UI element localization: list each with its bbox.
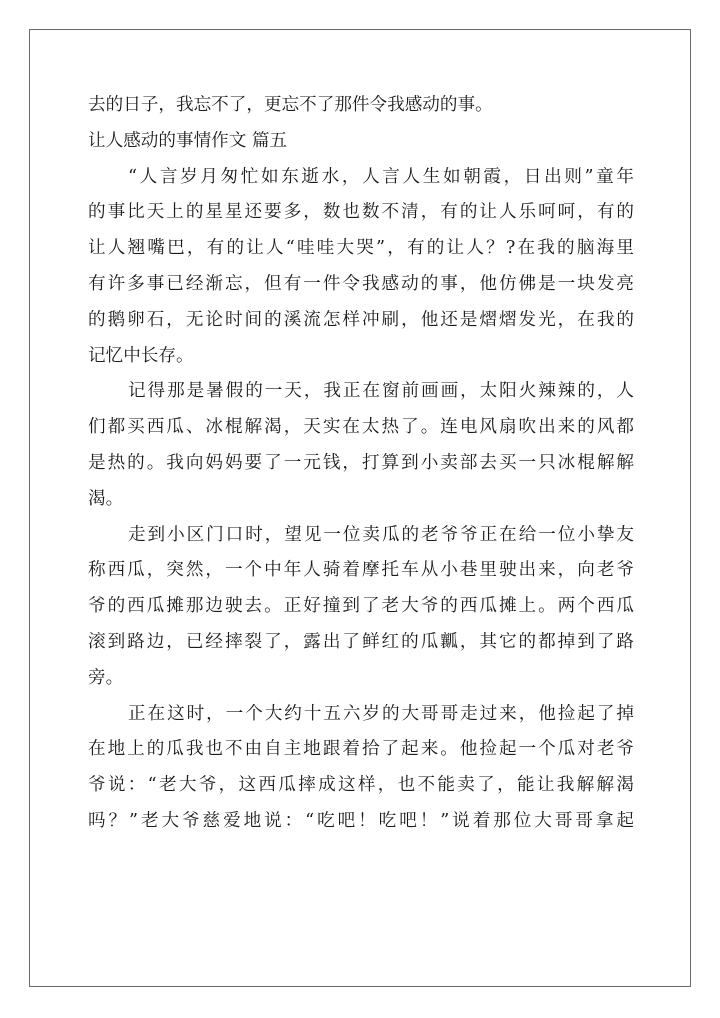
text-line: 让人翘嘴巴，有的让人“哇哇大哭”，有的让人？?在我的脑海里 [88, 238, 634, 259]
text-line: 的鹅卵石，无论时间的溪流怎样冲刷，他还是熠熠发光，在我的 [88, 309, 634, 330]
section-heading: 让人感动的事情作文 篇五 [88, 130, 288, 151]
text-line: 有许多事已经渐忘，但有一件令我感动的事，他仿佛是一块发亮 [88, 273, 634, 294]
text-line: 正在这时，一个大约十五六岁的大哥哥走过来，他捡起了掉 [128, 703, 634, 724]
text-line: 称西瓜，突然，一个中年人骑着摩托车从小巷里驶出来，向老爷 [88, 560, 634, 581]
text-line: 吗？”老大爷慈爱地说：“吃吧！吃吧！”说着那位大哥哥拿起 [88, 810, 634, 831]
text-line: 滚到路边，已经摔裂了，露出了鲜红的瓜瓤，其它的都掉到了路 [88, 631, 634, 652]
text-line: 记得那是暑假的一天，我正在窗前画画，太阳火辣辣的，人 [128, 381, 634, 402]
text-line: 的事比天上的星星还要多，数也数不清，有的让人乐呵呵，有的 [88, 202, 634, 223]
text-line: 记忆中长存。 [88, 345, 194, 366]
text-line: 在地上的瓜我也不由自主地跟着拾了起来。他捡起一个瓜对老爷 [88, 739, 634, 760]
text-line: 渴。 [88, 488, 124, 509]
text-line: 爷说：“老大爷，这西瓜摔成这样，也不能卖了，能让我解解渴 [88, 775, 634, 796]
document-body [88, 88, 634, 840]
text-line: 爷的西瓜摊那边驶去。正好撞到了老大爷的西瓜摊上。两个西瓜 [88, 596, 634, 617]
text-line: “人言岁月匆忙如东逝水，人言人生如朝霞，日出则”童年 [128, 166, 634, 187]
text-line: 走到小区门口时，望见一位卖瓜的老爷爷正在给一位小挚友 [128, 524, 634, 545]
text-line: 去的日子，我忘不了，更忘不了那件令我感动的事。 [88, 95, 493, 115]
text-line: 旁。 [88, 667, 124, 688]
text-line: 是热的。我向妈妈要了一元钱，打算到小卖部去买一只冰棍解解 [88, 452, 634, 473]
text-line: 们都买西瓜、冰棍解渴，天实在太热了。连电风扇吹出来的风都 [88, 417, 634, 438]
